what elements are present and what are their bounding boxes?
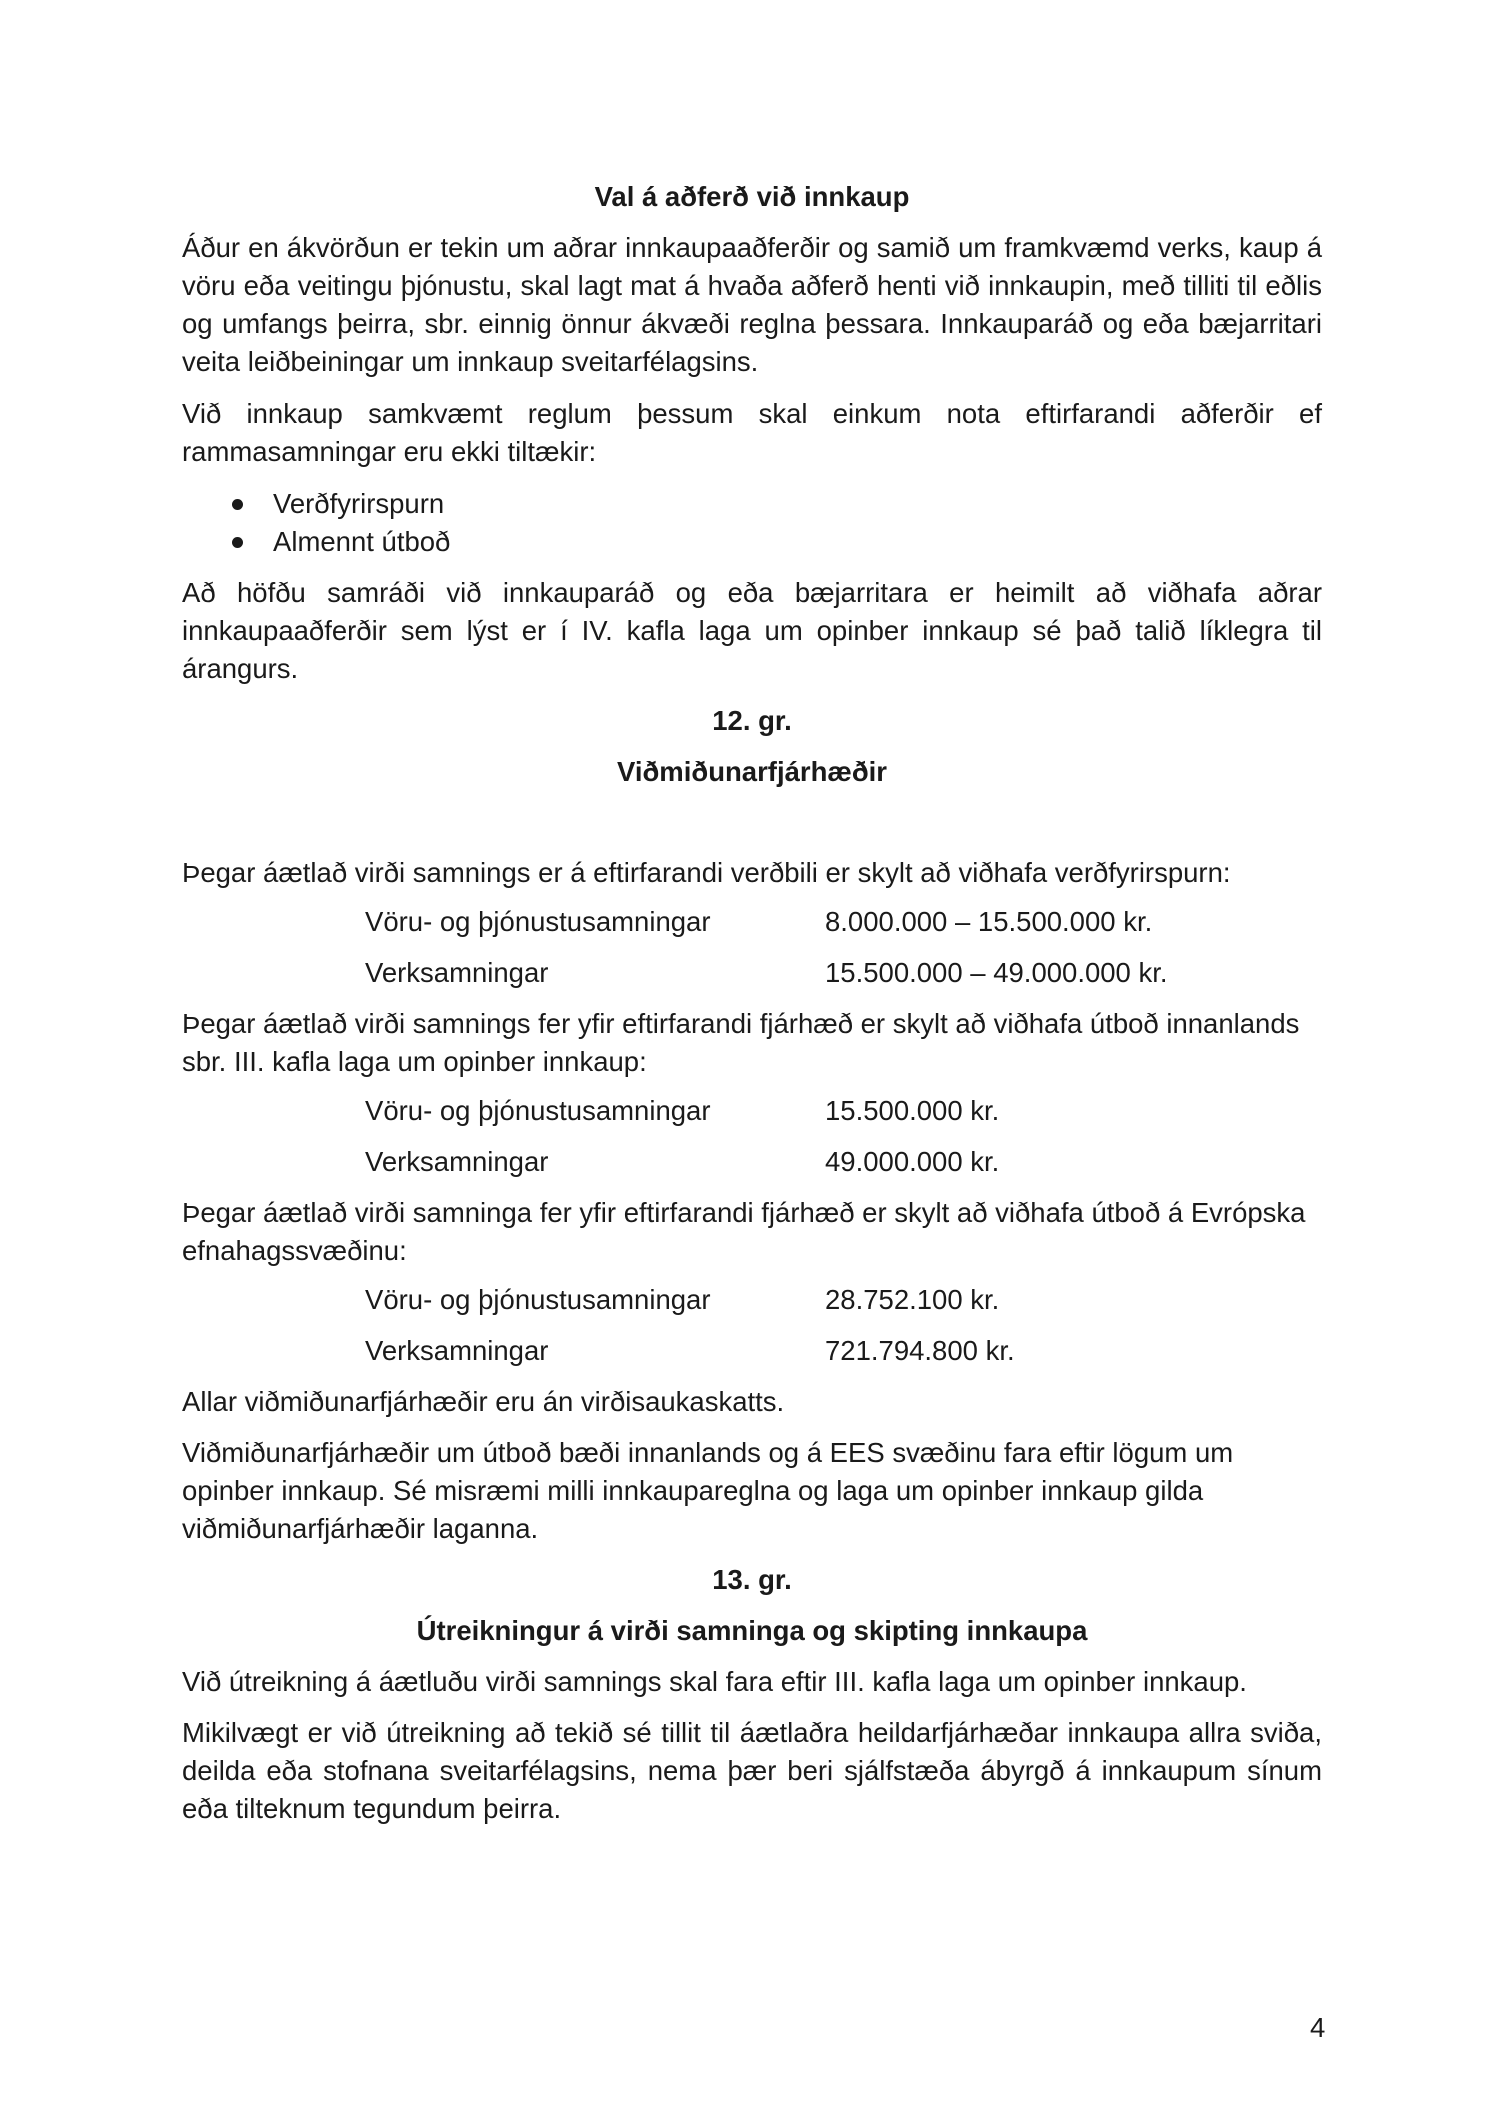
list-item bbox=[182, 523, 1322, 561]
amount-row bbox=[182, 1281, 1322, 1332]
article-13-title: Útreikningur á virði samninga og skipting innkaupa bbox=[416, 1615, 1088, 1646]
list-item-label: Verðfyrirspurn bbox=[273, 488, 445, 519]
amount-label: Vöru- og þjónustusamningar bbox=[365, 906, 711, 937]
amount-value: 8.000.000 – 15.500.000 kr. bbox=[825, 906, 1153, 937]
document-page bbox=[182, 178, 1322, 1841]
price-inquiry-paragraph: Þegar áætlað virði samnings er á eftirfarandi verðbili er skylt að viðhafa verðfyrirspurn: bbox=[182, 857, 1231, 888]
intro-paragraph-3: Að höfðu samráði við innkauparáð og eða bæjarritara er heimilt að viðhafa aðrar innkaupaaðferðir sem lýst er í IV. kafla laga um opinber innkaup sé það talið líklegra til árangurs. bbox=[182, 577, 1322, 684]
thresholds-paragraph: Viðmiðunarfjárhæðir um útboð bæði innanlands og á EES svæðinu fara eftir lögum um opinber innkaup. Sé misræmi milli innkaupareglna og laga um opinber innkaup gilda viðmiðunarfjárhæðir laganna. bbox=[182, 1437, 1234, 1544]
amount-label: Verksamningar bbox=[365, 957, 549, 988]
amount-value: 721.794.800 kr. bbox=[825, 1335, 1015, 1366]
domestic-tender-paragraph: Þegar áætlað virði samnings fer yfir eftirfarandi fjárhæð er skylt að viðhafa útboð innanlands sbr. III. kafla laga um opinber innkaup: bbox=[182, 1008, 1300, 1077]
amount-label: Verksamningar bbox=[365, 1335, 549, 1366]
amount-value: 15.500.000 – 49.000.000 kr. bbox=[825, 957, 1168, 988]
amount-value: 15.500.000 kr. bbox=[825, 1095, 1000, 1126]
amount-row bbox=[182, 903, 1322, 954]
calculation-paragraph-1: Við útreikning á áætluðu virði samnings skal fara eftir III. kafla laga um opinber innkaup. bbox=[182, 1666, 1247, 1697]
article-12-title: Viðmiðunarfjárhæðir bbox=[617, 756, 887, 787]
amount-value: 28.752.100 kr. bbox=[825, 1284, 1000, 1315]
list-item bbox=[182, 485, 1322, 523]
vat-note: Allar viðmiðunarfjárhæðir eru án virðisaukaskatts. bbox=[182, 1386, 785, 1417]
amount-row bbox=[182, 954, 1322, 992]
bullet-icon bbox=[232, 499, 243, 510]
eea-amounts bbox=[182, 1281, 1322, 1370]
eea-tender-paragraph: Þegar áætlað virði samninga fer yfir eftirfarandi fjárhæð er skylt að viðhafa útboð á Evrópska efnahagssvæðinu: bbox=[182, 1197, 1306, 1266]
amount-label: Vöru- og þjónustusamningar bbox=[365, 1284, 711, 1315]
amount-label: Verksamningar bbox=[365, 1146, 549, 1177]
intro-paragraph-2: Við innkaup samkvæmt reglum þessum skal einkum nota eftirfarandi aðferðir ef rammasamningar eru ekki tiltækir: bbox=[182, 398, 1322, 467]
page-number: 4 bbox=[1310, 2012, 1326, 2043]
price-inquiry-amounts bbox=[182, 903, 1322, 992]
bullet-icon bbox=[232, 537, 243, 548]
section-heading: Val á aðferð við innkaup bbox=[594, 181, 910, 212]
amount-value: 49.000.000 kr. bbox=[825, 1146, 1000, 1177]
intro-paragraph-1: Áður en ákvörðun er tekin um aðrar innkaupaaðferðir og samið um framkvæmd verks, kaup á vöru eða veitingu þjónustu, skal lagt mat á hvaða aðferð henti við innkaupin, með tilliti til eðlis og umfangs þeirra, sbr. einnig önnur ákvæði reglna þessara. Innkauparáð og eða bæjarritari veita leiðbeiningar um innkaup sveitarfélagsins. bbox=[182, 232, 1322, 377]
domestic-amounts bbox=[182, 1092, 1322, 1181]
article-13-number: 13. gr. bbox=[712, 1564, 792, 1595]
article-12-number: 12. gr. bbox=[712, 705, 792, 736]
calculation-paragraph-2: Mikilvægt er við útreikning að tekið sé tillit til áætlaðra heildarfjárhæðar innkaupa allra sviða, deilda eða stofnana sveitarfélagsins, nema þær beri sjálfstæða ábyrgð á innkaupum sínum eða tilteknum tegundum þeirra. bbox=[182, 1717, 1322, 1824]
list-item-label: Almennt útboð bbox=[273, 526, 451, 557]
amount-row bbox=[182, 1092, 1322, 1143]
method-list bbox=[182, 485, 1322, 561]
amount-row bbox=[182, 1332, 1322, 1370]
amount-row bbox=[182, 1143, 1322, 1181]
amount-label: Vöru- og þjónustusamningar bbox=[365, 1095, 711, 1126]
